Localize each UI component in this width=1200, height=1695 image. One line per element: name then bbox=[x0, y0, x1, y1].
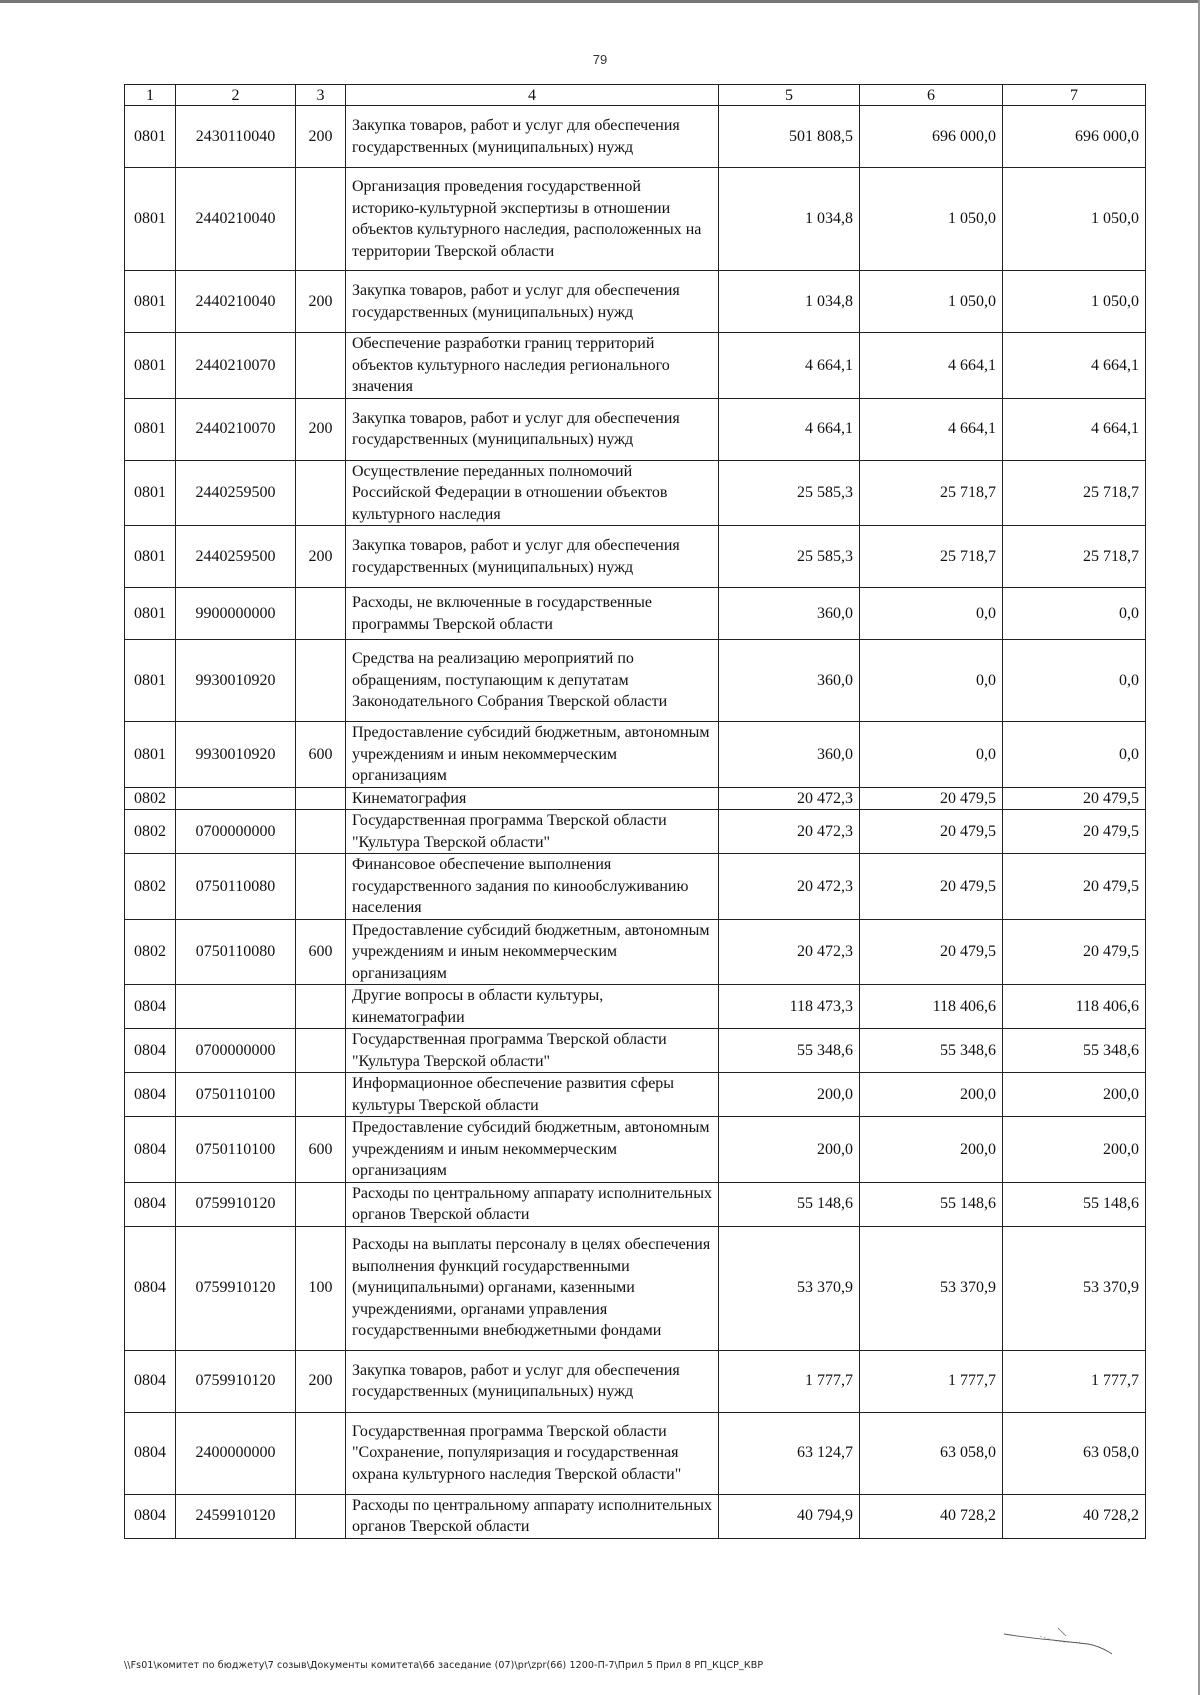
cell-value-7: 696 000,0 bbox=[1003, 106, 1146, 168]
cell-section-code: 0802 bbox=[125, 854, 176, 920]
cell-value-7: 55 348,6 bbox=[1003, 1029, 1146, 1073]
cell-target-code: 2440210070 bbox=[176, 398, 296, 460]
cell-value-6: 0,0 bbox=[860, 588, 1003, 640]
cell-target-code bbox=[176, 787, 296, 810]
cell-description: Кинематография bbox=[346, 787, 719, 810]
cell-value-5: 360,0 bbox=[719, 640, 860, 722]
cell-value-7: 1 050,0 bbox=[1003, 168, 1146, 271]
cell-value-5: 55 148,6 bbox=[719, 1182, 860, 1226]
table-row bbox=[125, 588, 1146, 640]
cell-section-code: 0804 bbox=[125, 1029, 176, 1073]
cell-target-code: 9930010920 bbox=[176, 722, 296, 788]
cell-section-code: 0801 bbox=[125, 640, 176, 722]
cell-value-5: 360,0 bbox=[719, 588, 860, 640]
cell-value-7: 40 728,2 bbox=[1003, 1494, 1146, 1538]
cell-value-6: 20 479,5 bbox=[860, 810, 1003, 854]
cell-value-6: 55 148,6 bbox=[860, 1182, 1003, 1226]
table-row bbox=[125, 985, 1146, 1029]
header-col-1: 1 bbox=[125, 85, 176, 106]
cell-expense-type: 200 bbox=[296, 271, 346, 333]
page-number: 79 bbox=[592, 52, 608, 67]
cell-target-code: 0700000000 bbox=[176, 1029, 296, 1073]
cell-value-6: 1 050,0 bbox=[860, 168, 1003, 271]
header-col-7: 7 bbox=[1003, 85, 1146, 106]
table-row bbox=[125, 1226, 1146, 1350]
cell-section-code: 0802 bbox=[125, 787, 176, 810]
cell-section-code: 0804 bbox=[125, 985, 176, 1029]
cell-description: Расходы по центральному аппарату исполнительных органов Тверской области bbox=[346, 1494, 719, 1538]
cell-value-7: 53 370,9 bbox=[1003, 1226, 1146, 1350]
cell-value-7: 63 058,0 bbox=[1003, 1412, 1146, 1494]
cell-value-5: 501 808,5 bbox=[719, 106, 860, 168]
cell-value-6: 696 000,0 bbox=[860, 106, 1003, 168]
cell-description: Осуществление переданных полномочий Российской Федерации в отношении объектов культурного наследия bbox=[346, 460, 719, 526]
cell-value-6: 55 348,6 bbox=[860, 1029, 1003, 1073]
cell-value-7: 0,0 bbox=[1003, 722, 1146, 788]
cell-value-5: 1 777,7 bbox=[719, 1350, 860, 1412]
cell-description: Закупка товаров, работ и услуг для обеспечения государственных (муниципальных) нужд bbox=[346, 1350, 719, 1412]
budget-table bbox=[124, 84, 1146, 1539]
table-row bbox=[125, 526, 1146, 588]
cell-description: Средства на реализацию мероприятий по обращениям, поступающим к депутатам Законодательного Собрания Тверской области bbox=[346, 640, 719, 722]
cell-expense-type bbox=[296, 460, 346, 526]
cell-value-7: 118 406,6 bbox=[1003, 985, 1146, 1029]
page-top-edge bbox=[0, 0, 1200, 3]
cell-target-code: 0750110080 bbox=[176, 854, 296, 920]
cell-description: Информационное обеспечение развития сферы культуры Тверской области bbox=[346, 1073, 719, 1117]
table-row bbox=[125, 640, 1146, 722]
cell-target-code: 2430110040 bbox=[176, 106, 296, 168]
table-body bbox=[125, 106, 1146, 1539]
cell-description: Государственная программа Тверской области "Культура Тверской области" bbox=[346, 1029, 719, 1073]
cell-expense-type bbox=[296, 985, 346, 1029]
cell-value-7: 0,0 bbox=[1003, 640, 1146, 722]
cell-target-code: 0759910120 bbox=[176, 1350, 296, 1412]
table-row bbox=[125, 271, 1146, 333]
cell-expense-type bbox=[296, 854, 346, 920]
cell-value-5: 25 585,3 bbox=[719, 526, 860, 588]
cell-description: Закупка товаров, работ и услуг для обеспечения государственных (муниципальных) нужд bbox=[346, 526, 719, 588]
footer-file-path: \\Fs01\комитет по бюджету\7 созыв\Документы комитета\66 заседание (07)\pr\zpr(66) 1200-П-7\Прил 5 Прил 8 РП_КЦСР_КВР bbox=[124, 1660, 764, 1671]
cell-value-6: 20 479,5 bbox=[860, 854, 1003, 920]
cell-expense-type bbox=[296, 787, 346, 810]
table-row bbox=[125, 460, 1146, 526]
cell-description: Государственная программа Тверской области "Культура Тверской области" bbox=[346, 810, 719, 854]
cell-description: Предоставление субсидий бюджетным, автономным учреждениям и иным некоммерческим организациям bbox=[346, 1117, 719, 1183]
cell-description: Организация проведения государственной историко-культурной экспертизы в отношении объектов культурного наследия, расположенных на территории Тверской области bbox=[346, 168, 719, 271]
cell-value-6: 0,0 bbox=[860, 640, 1003, 722]
cell-expense-type bbox=[296, 1029, 346, 1073]
cell-expense-type: 100 bbox=[296, 1226, 346, 1350]
cell-value-5: 20 472,3 bbox=[719, 810, 860, 854]
cell-value-7: 4 664,1 bbox=[1003, 398, 1146, 460]
header-col-3: 3 bbox=[296, 85, 346, 106]
cell-target-code: 0700000000 bbox=[176, 810, 296, 854]
cell-expense-type: 600 bbox=[296, 919, 346, 985]
cell-expense-type bbox=[296, 168, 346, 271]
cell-value-7: 20 479,5 bbox=[1003, 854, 1146, 920]
cell-target-code: 0750110100 bbox=[176, 1117, 296, 1183]
table-header-row bbox=[125, 85, 1146, 106]
cell-description: Расходы, не включенные в государственные программы Тверской области bbox=[346, 588, 719, 640]
cell-section-code: 0804 bbox=[125, 1226, 176, 1350]
cell-value-7: 25 718,7 bbox=[1003, 526, 1146, 588]
cell-value-5: 1 034,8 bbox=[719, 271, 860, 333]
table-row bbox=[125, 1182, 1146, 1226]
cell-value-6: 25 718,7 bbox=[860, 526, 1003, 588]
table-row bbox=[125, 1117, 1146, 1183]
cell-value-5: 200,0 bbox=[719, 1117, 860, 1183]
cell-description: Государственная программа Тверской области "Сохранение, популяризация и государственная охрана культурного наследия Тверской области" bbox=[346, 1412, 719, 1494]
table-row bbox=[125, 722, 1146, 788]
cell-target-code: 2440259500 bbox=[176, 460, 296, 526]
cell-value-5: 1 034,8 bbox=[719, 168, 860, 271]
cell-expense-type bbox=[296, 810, 346, 854]
cell-expense-type bbox=[296, 333, 346, 399]
header-col-5: 5 bbox=[719, 85, 860, 106]
cell-section-code: 0801 bbox=[125, 460, 176, 526]
cell-value-7: 0,0 bbox=[1003, 588, 1146, 640]
header-col-4: 4 bbox=[346, 85, 719, 106]
cell-expense-type bbox=[296, 640, 346, 722]
cell-target-code: 9900000000 bbox=[176, 588, 296, 640]
table-row bbox=[125, 106, 1146, 168]
cell-value-5: 4 664,1 bbox=[719, 333, 860, 399]
table-row bbox=[125, 398, 1146, 460]
cell-target-code: 2440210070 bbox=[176, 333, 296, 399]
cell-value-6: 118 406,6 bbox=[860, 985, 1003, 1029]
cell-expense-type bbox=[296, 1412, 346, 1494]
cell-section-code: 0804 bbox=[125, 1182, 176, 1226]
cell-value-6: 200,0 bbox=[860, 1117, 1003, 1183]
cell-value-5: 40 794,9 bbox=[719, 1494, 860, 1538]
cell-target-code: 2400000000 bbox=[176, 1412, 296, 1494]
cell-expense-type: 200 bbox=[296, 398, 346, 460]
table-row bbox=[125, 787, 1146, 810]
cell-value-6: 200,0 bbox=[860, 1073, 1003, 1117]
cell-value-6: 4 664,1 bbox=[860, 398, 1003, 460]
signature-mark bbox=[1000, 1620, 1120, 1660]
cell-target-code: 0750110080 bbox=[176, 919, 296, 985]
cell-target-code: 2440259500 bbox=[176, 526, 296, 588]
cell-value-6: 25 718,7 bbox=[860, 460, 1003, 526]
cell-value-7: 55 148,6 bbox=[1003, 1182, 1146, 1226]
cell-section-code: 0801 bbox=[125, 722, 176, 788]
cell-value-7: 20 479,5 bbox=[1003, 810, 1146, 854]
cell-target-code bbox=[176, 985, 296, 1029]
cell-value-6: 0,0 bbox=[860, 722, 1003, 788]
cell-expense-type bbox=[296, 1494, 346, 1538]
cell-value-6: 63 058,0 bbox=[860, 1412, 1003, 1494]
cell-expense-type: 200 bbox=[296, 106, 346, 168]
cell-section-code: 0801 bbox=[125, 168, 176, 271]
cell-description: Финансовое обеспечение выполнения государственного задания по кинообслуживанию населения bbox=[346, 854, 719, 920]
cell-section-code: 0801 bbox=[125, 106, 176, 168]
cell-value-6: 40 728,2 bbox=[860, 1494, 1003, 1538]
cell-value-7: 20 479,5 bbox=[1003, 919, 1146, 985]
cell-value-7: 4 664,1 bbox=[1003, 333, 1146, 399]
cell-target-code: 2440210040 bbox=[176, 271, 296, 333]
cell-section-code: 0804 bbox=[125, 1117, 176, 1183]
cell-section-code: 0801 bbox=[125, 333, 176, 399]
table-row bbox=[125, 919, 1146, 985]
cell-section-code: 0804 bbox=[125, 1073, 176, 1117]
cell-value-5: 200,0 bbox=[719, 1073, 860, 1117]
cell-description: Закупка товаров, работ и услуг для обеспечения государственных (муниципальных) нужд bbox=[346, 106, 719, 168]
table-row bbox=[125, 1412, 1146, 1494]
cell-expense-type: 200 bbox=[296, 1350, 346, 1412]
header-col-6: 6 bbox=[860, 85, 1003, 106]
cell-target-code: 0750110100 bbox=[176, 1073, 296, 1117]
cell-value-6: 20 479,5 bbox=[860, 787, 1003, 810]
cell-section-code: 0801 bbox=[125, 271, 176, 333]
table-row bbox=[125, 810, 1146, 854]
cell-description: Расходы по центральному аппарату исполнительных органов Тверской области bbox=[346, 1182, 719, 1226]
cell-section-code: 0802 bbox=[125, 810, 176, 854]
cell-expense-type bbox=[296, 588, 346, 640]
table-row bbox=[125, 1073, 1146, 1117]
cell-expense-type bbox=[296, 1182, 346, 1226]
cell-section-code: 0802 bbox=[125, 919, 176, 985]
cell-expense-type: 200 bbox=[296, 526, 346, 588]
cell-expense-type bbox=[296, 1073, 346, 1117]
cell-target-code: 2440210040 bbox=[176, 168, 296, 271]
cell-value-5: 55 348,6 bbox=[719, 1029, 860, 1073]
cell-section-code: 0804 bbox=[125, 1494, 176, 1538]
cell-value-5: 20 472,3 bbox=[719, 919, 860, 985]
cell-value-7: 200,0 bbox=[1003, 1117, 1146, 1183]
cell-value-5: 20 472,3 bbox=[719, 787, 860, 810]
cell-value-7: 1 050,0 bbox=[1003, 271, 1146, 333]
table-row bbox=[125, 1029, 1146, 1073]
cell-description: Обеспечение разработки границ территорий объектов культурного наследия регионального значения bbox=[346, 333, 719, 399]
cell-value-5: 63 124,7 bbox=[719, 1412, 860, 1494]
table-row bbox=[125, 854, 1146, 920]
cell-value-6: 1 050,0 bbox=[860, 271, 1003, 333]
cell-description: Закупка товаров, работ и услуг для обеспечения государственных (муниципальных) нужд bbox=[346, 271, 719, 333]
cell-value-5: 4 664,1 bbox=[719, 398, 860, 460]
cell-description: Предоставление субсидий бюджетным, автономным учреждениям и иным некоммерческим организациям bbox=[346, 722, 719, 788]
table-row bbox=[125, 168, 1146, 271]
cell-value-6: 1 777,7 bbox=[860, 1350, 1003, 1412]
table-row bbox=[125, 333, 1146, 399]
cell-expense-type: 600 bbox=[296, 1117, 346, 1183]
cell-section-code: 0801 bbox=[125, 526, 176, 588]
cell-value-5: 20 472,3 bbox=[719, 854, 860, 920]
cell-target-code: 0759910120 bbox=[176, 1182, 296, 1226]
cell-section-code: 0804 bbox=[125, 1412, 176, 1494]
cell-section-code: 0801 bbox=[125, 398, 176, 460]
cell-description: Другие вопросы в области культуры, кинематографии bbox=[346, 985, 719, 1029]
cell-value-7: 1 777,7 bbox=[1003, 1350, 1146, 1412]
cell-description: Предоставление субсидий бюджетным, автономным учреждениям и иным некоммерческим организациям bbox=[346, 919, 719, 985]
cell-description: Закупка товаров, работ и услуг для обеспечения государственных (муниципальных) нужд bbox=[346, 398, 719, 460]
cell-target-code: 9930010920 bbox=[176, 640, 296, 722]
cell-target-code: 0759910120 bbox=[176, 1226, 296, 1350]
cell-value-6: 4 664,1 bbox=[860, 333, 1003, 399]
cell-description: Расходы на выплаты персоналу в целях обеспечения выполнения функций государственными (муниципальными) органами, казенными учреждениями, органами управления государственными внебюджетными фондами bbox=[346, 1226, 719, 1350]
cell-section-code: 0801 bbox=[125, 588, 176, 640]
cell-value-7: 200,0 bbox=[1003, 1073, 1146, 1117]
cell-value-6: 53 370,9 bbox=[860, 1226, 1003, 1350]
cell-value-5: 53 370,9 bbox=[719, 1226, 860, 1350]
table-row bbox=[125, 1350, 1146, 1412]
header-col-2: 2 bbox=[176, 85, 296, 106]
table-row bbox=[125, 1494, 1146, 1538]
cell-value-5: 360,0 bbox=[719, 722, 860, 788]
cell-value-6: 20 479,5 bbox=[860, 919, 1003, 985]
cell-value-5: 118 473,3 bbox=[719, 985, 860, 1029]
cell-expense-type: 600 bbox=[296, 722, 346, 788]
cell-value-7: 20 479,5 bbox=[1003, 787, 1146, 810]
cell-target-code: 2459910120 bbox=[176, 1494, 296, 1538]
cell-value-7: 25 718,7 bbox=[1003, 460, 1146, 526]
cell-value-5: 25 585,3 bbox=[719, 460, 860, 526]
cell-section-code: 0804 bbox=[125, 1350, 176, 1412]
